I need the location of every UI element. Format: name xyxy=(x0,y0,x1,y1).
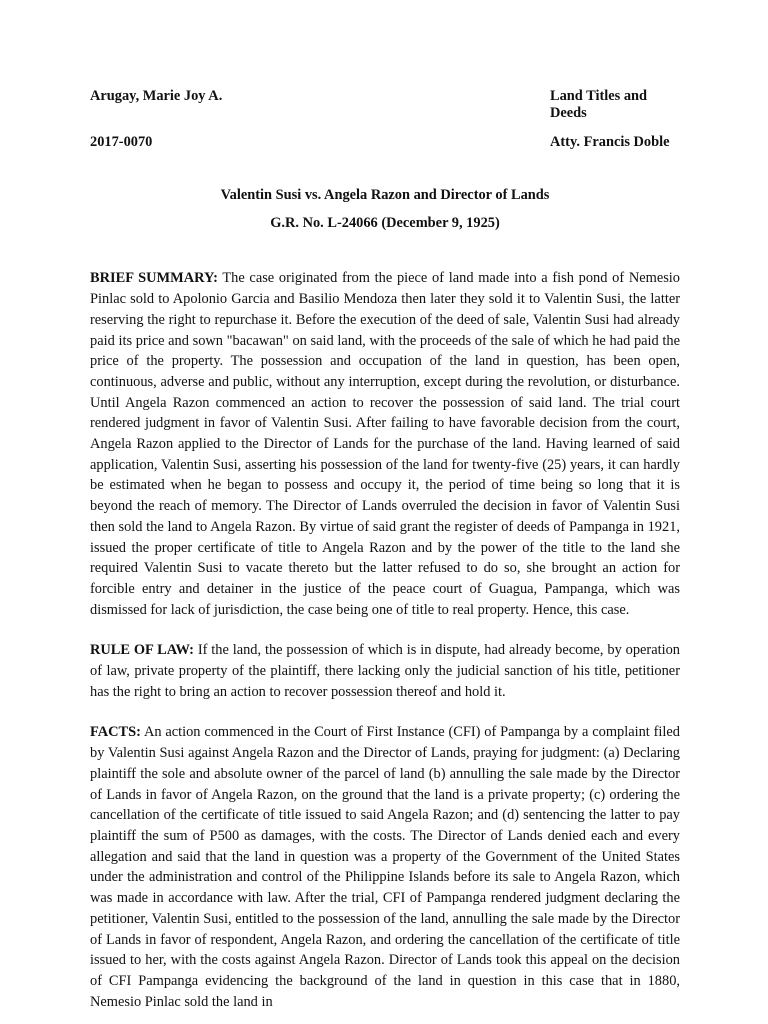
rule-of-law-text: If the land, the possession of which is in dispute, had already become, by operation of law, private property of the plaintiff, there lacking only the judicial sanction of his title, petitioner has the right to bring an action to recover possession thereof and hold it. xyxy=(90,642,680,700)
case-title-block xyxy=(90,187,680,233)
facts-section xyxy=(90,722,680,1012)
header-row-1 xyxy=(90,88,680,123)
rule-of-law-section xyxy=(90,640,680,702)
brief-summary-label: BRIEF SUMMARY: xyxy=(90,270,218,287)
facts-label: FACTS: xyxy=(90,724,141,741)
document-page xyxy=(90,88,680,1012)
author-name: Arugay, Marie Joy A. xyxy=(90,88,223,104)
student-number: 2017-0070 xyxy=(90,133,153,150)
rule-of-law-label: RULE OF LAW: xyxy=(90,642,194,659)
facts-text: An action commenced in the Court of First Instance (CFI) of Pampanga by a complaint filed by Valentin Susi against Angela Razon and the Director of Lands, praying for judgment: (a) Declaring plaintiff the sole and absolute owner of the parcel of land (b) annulling the sale made by the Director of Lands in favor of Angela Razon, on the ground that the land is a private property; (c) ordering the cancellation of the certificate of title issued to said Angela Razon; and (d) sentencing the latter to pay plaintiff the sum of P500 as damages, with the costs. The Director of Lands denied each and every allegation and said that the land in question was a property of the Government of the United States under the administration and control of the Philippine Islands before its sale to Angela Razon, which was made in accordance with law. After the trial, CFI of Pampanga rendered judgment declaring the petitioner, Valentin Susi, entitled to the possession of the land, annulling the sale made by the Director of Lands in favor of respondent, Angela Razon, and ordering the cancellation of the certificate of title issued to her, with the costs against Angela Razon. Director of Lands took this appeal on the decision of CFI Pampanga evidencing the background of the land in question in this case that in 1880, Nemesio Pinlac sold the land in xyxy=(90,724,680,1010)
instructor-name: Atty. Francis Doble xyxy=(550,133,670,150)
case-title: Valentin Susi vs. Angela Razon and Director of Lands xyxy=(220,186,550,203)
case-citation: G.R. No. L-24066 (December 9, 1925) xyxy=(270,215,500,232)
brief-summary-section xyxy=(90,268,680,620)
course-name: Land Titles and Deeds xyxy=(550,88,648,122)
brief-summary-text: The case originated from the piece of land made into a fish pond of Nemesio Pinlac sold to Apolonio Garcia and Basilio Mendoza then later they sold it to Valentin Susi, the latter reserving the right to repurchase it. Before the execution of the deed of sale, Valentin Susi had already paid its price and sown "bacawan" on said land, with the proceeds of the sale of which he had paid the price of the property. The possession and occupation of the land in question, has been open, continuous, adverse and public, without any interruption, except during the revolution, or disturbance. Until Angela Razon commenced an action to recover the possession of said land. The trial court rendered judgment in favor of Valentin Susi. After failing to have favorable decision from the court, Angela Razon applied to the Director of Lands for the purchase of the land. Having learned of said application, Valentin Susi, asserting his possession of the land for twenty-five (25) years, it can hardly be estimated when he began to possess and occupy it, the period of time being so long that it is beyond the reach of memory. The Director of Lands overruled the decision in favor of Valentin Susi then sold the land to Angela Razon. By virtue of said grant the register of deeds of Pampanga in 1921, issued the proper certificate of title to Angela Razon and by the power of the title to the land she required Valentin Susi to vacate thereto but the latter refused to do so, she brought an action for forcible entry and detainer in the justice of the peace court of Guagua, Pampanga, which was dismissed for lack of jurisdiction, the case being one of title to real property. Hence, this case. xyxy=(90,270,681,618)
header-row-2 xyxy=(90,134,680,151)
